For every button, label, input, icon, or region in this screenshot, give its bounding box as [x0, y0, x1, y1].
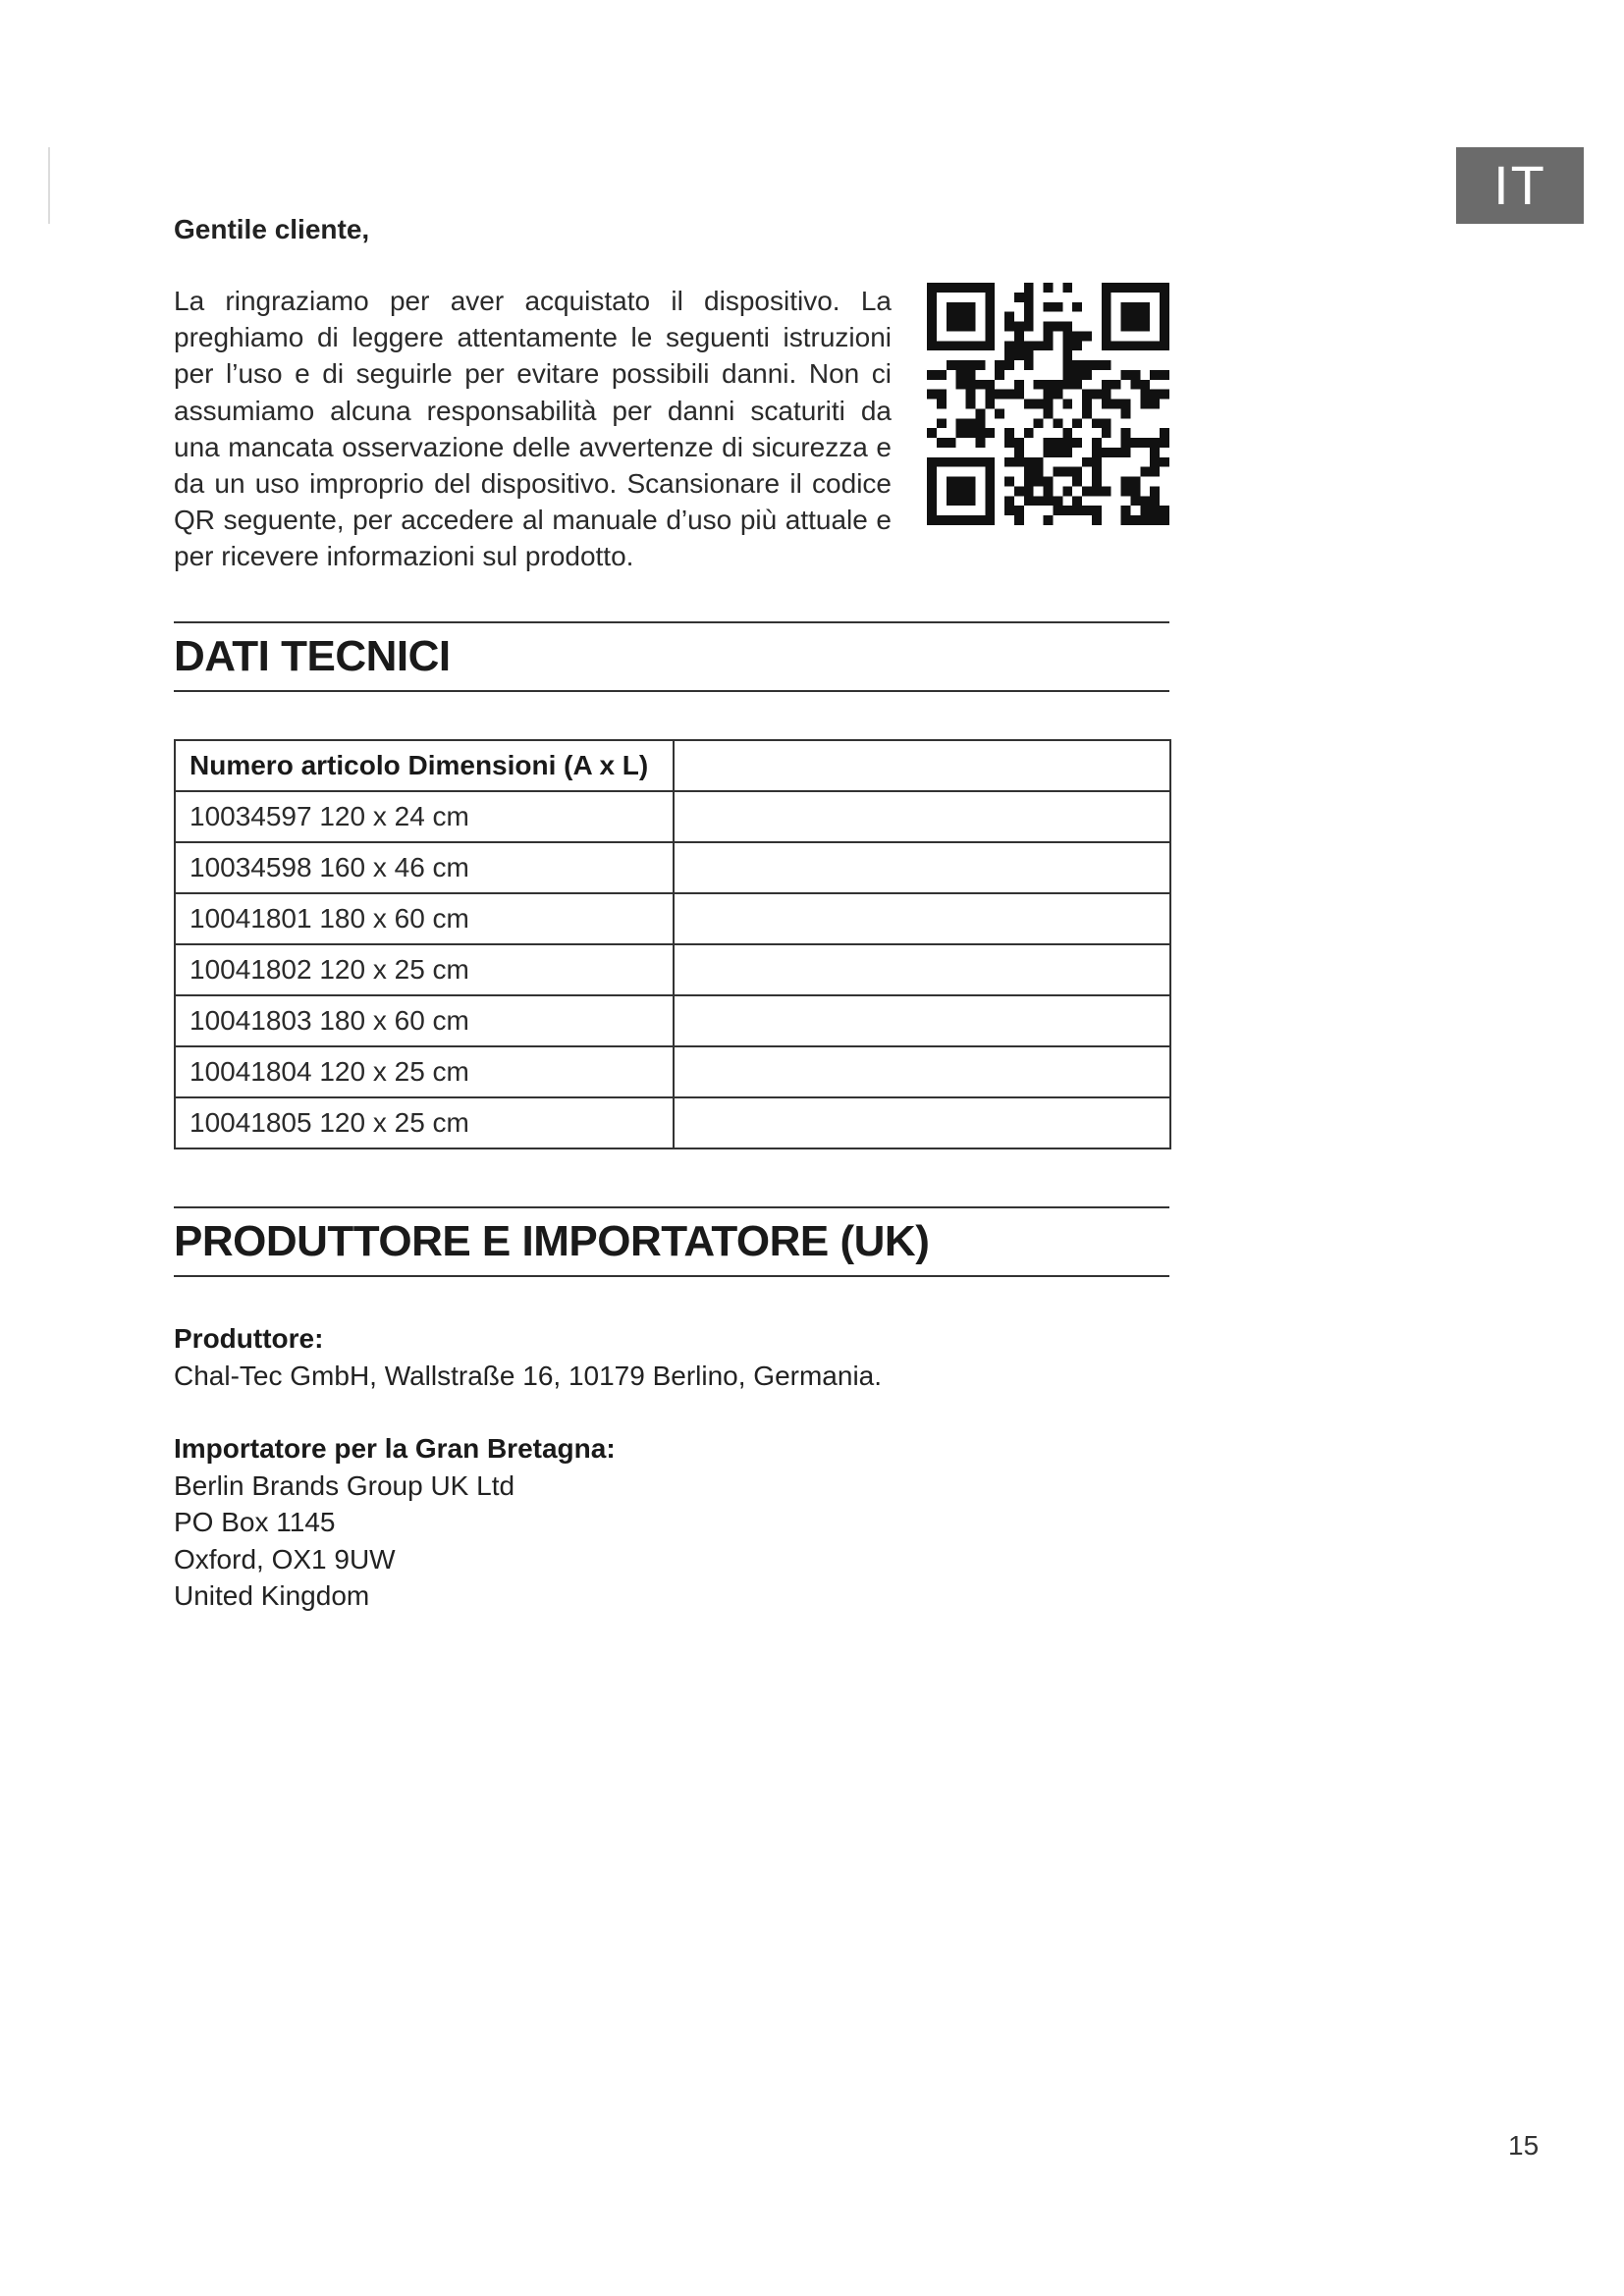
table-cell: 10041803 180 x 60 cm: [175, 995, 674, 1046]
table-cell: [674, 842, 1170, 893]
importer-address-line: United Kingdom: [174, 1580, 370, 1611]
table-cell: [674, 1046, 1170, 1097]
page-content: [174, 210, 1169, 1615]
language-tab: IT: [1456, 147, 1584, 224]
table-row: [175, 893, 1170, 944]
table-cell: [674, 893, 1170, 944]
greeting: Gentile cliente,: [174, 214, 370, 244]
table-cell: 10041804 120 x 25 cm: [175, 1046, 674, 1097]
table-cell: [674, 1097, 1170, 1148]
table-row: [175, 1046, 1170, 1097]
importer-address-line: PO Box 1145: [174, 1507, 336, 1537]
page-number: 15: [1508, 2130, 1540, 2161]
importer-label: Importatore per la Gran Bretagna:: [174, 1433, 616, 1464]
table-cell: [674, 791, 1170, 842]
section-title-manufacturer: PRODUTTORE E IMPORTATORE (UK): [174, 1206, 1169, 1277]
margin-rule: [48, 147, 50, 224]
table-cell: 10041805 120 x 25 cm: [175, 1097, 674, 1148]
manufacturer-address: Chal-Tec GmbH, Wallstraße 16, 10179 Berlino, Germania.: [174, 1360, 883, 1391]
intro-paragraph: La ringraziamo per aver acquistato il dispositivo. La preghiamo di leggere attentamente le seguenti istruzioni per l’uso e di seguirle per evitare possibili danni. Non ci assumiamo alcuna responsabilità per danni scaturiti da una mancata osservazione delle avvertenze di sicurezza e da un uso improprio del dispositivo. Scansionare il codice QR seguente, per accedere al manuale d’uso più attuale e per ricevere informazioni sul prodotto.: [174, 286, 892, 572]
table-row: [175, 944, 1170, 995]
table-cell: [674, 995, 1170, 1046]
importer-address-line: Berlin Brands Group UK Ltd: [174, 1469, 515, 1501]
table-header-cell: Numero articolo Dimensioni (A x L): [175, 740, 674, 791]
manufacturer-label: Produttore:: [174, 1323, 324, 1354]
qr-code-icon[interactable]: [927, 283, 1169, 525]
table-cell: 10034597 120 x 24 cm: [175, 791, 674, 842]
section-title-technical-data: DATI TECNICI: [174, 621, 1169, 692]
table-cell: 10034598 160 x 46 cm: [175, 842, 674, 893]
table-cell: [674, 944, 1170, 995]
technical-data-section: [174, 621, 1169, 1149]
table-header-cell: [674, 740, 1170, 791]
table-cell: 10041802 120 x 25 cm: [175, 944, 674, 995]
manufacturer-section: [174, 1206, 1169, 1615]
table-row: [175, 995, 1170, 1046]
table-header-row: [175, 740, 1170, 791]
table-cell: 10041801 180 x 60 cm: [175, 893, 674, 944]
intro-row: [174, 283, 1169, 577]
technical-data-table: [174, 739, 1171, 1149]
table-row: [175, 1097, 1170, 1148]
table-row: [175, 791, 1170, 842]
importer-address-line: Oxford, OX1 9UW: [174, 1543, 396, 1575]
table-row: [175, 842, 1170, 893]
importer-block: [174, 1430, 1169, 1615]
manufacturer-block: [174, 1320, 1169, 1394]
